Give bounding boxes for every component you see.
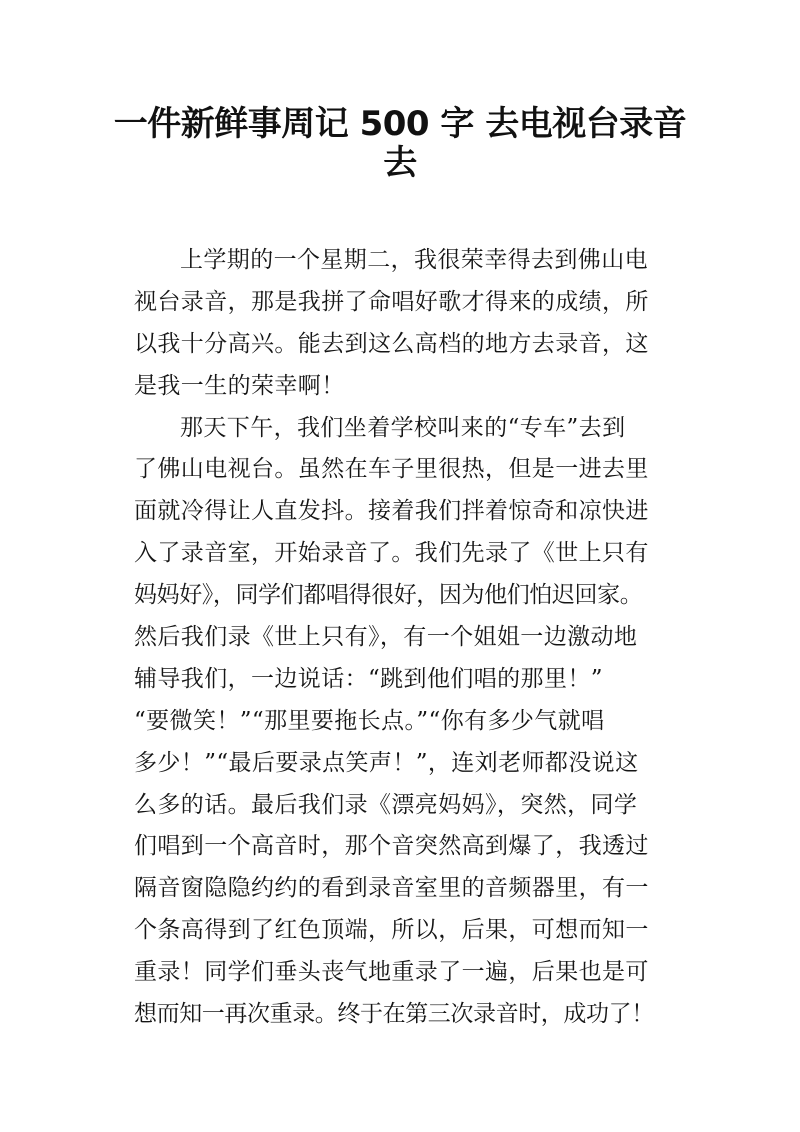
paragraph-line: 那天下午，我们坐着学校叫来的“专车”去到: [180, 414, 626, 441]
paragraph-line: 重录！同学们垂头丧气地重录了一遍，后果也是可: [134, 959, 649, 986]
paragraph-line: 多少！”“最后要录点笑声！”，连刘老师都没说这: [134, 749, 639, 776]
paragraph-1: [134, 240, 694, 408]
paragraph-line: 以我十分高兴。能去到这么高档的地方去录音，这: [134, 330, 649, 357]
paragraph-line: 视台录音，那是我拼了命唱好歌才得来的成绩，所: [134, 288, 649, 315]
paragraph-line: 们唱到一个高音时，那个音突然高到爆了，我透过: [134, 833, 649, 860]
document-title-line-2: 去: [383, 143, 417, 183]
paragraph-line: 么多的话。最后我们录《漂亮妈妈》，突然，同学: [134, 791, 638, 818]
paragraph-line: 了佛山电视台。虽然在车子里很热，但是一进去里: [134, 456, 649, 483]
paragraph-line: 是我一生的荣幸啊！: [134, 372, 345, 399]
paragraph-line: 想而知一再次重录。终于在第三次录音时，成功了！: [134, 1001, 654, 1028]
paragraph-line: 隔音窗隐隐约约的看到录音室里的音频器里，有一: [134, 875, 649, 902]
paragraph-line: 个条高得到了红色顶端，所以，后果，可想而知一: [134, 917, 649, 944]
paragraph-line: 上学期的一个星期二，我很荣幸得去到佛山电: [180, 247, 648, 273]
document-title-line-1: 一件新鲜事周记 500 字 去电视台录音: [113, 104, 687, 144]
paragraph-line: 妈妈好》，同学们都唱得很好，因为他们怕迟回家。: [134, 582, 643, 609]
paragraph-line: 面就冷得让人直发抖。接着我们拌着惊奇和凉快进: [134, 498, 649, 525]
paragraph-2: [134, 408, 694, 1036]
document-body: [134, 240, 694, 1036]
paragraph-line: “要微笑！”“那里要拖长点。”“你有多少气就唱: [134, 707, 605, 734]
paragraph-line: 然后我们录《世上只有》，有一个姐姐一边激动地: [134, 624, 638, 651]
paragraph-line: 入了录音室，开始录音了。我们先录了《世上只有: [134, 540, 649, 567]
paragraph-line: 辅导我们，一边说话：“跳到他们唱的那里！”: [134, 665, 603, 692]
